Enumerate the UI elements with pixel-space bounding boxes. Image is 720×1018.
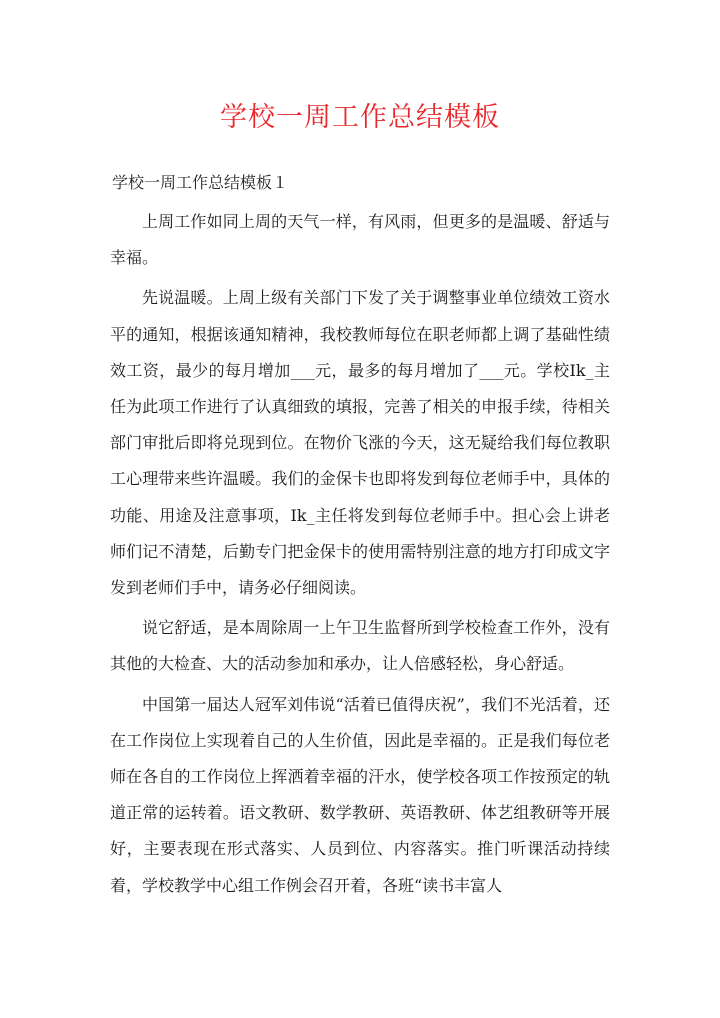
paragraph: 中国第一届达人冠军刘伟说“活着已值得庆祝”，我们不光活着，还在工作岗位上实现着自己的人生价值，因此是幸福的。正是我们每位老师在各自的工作岗位上挥洒着幸福的汗水，使学校各项工作按预定的轨道正常的运转着。语文教研、数学教研、英语教研、体艺组教研等开展好，主要表现在形式落实、人员到位、内容落实。推门听课活动持续着，学校教学中心组工作例会召开着，各班“读书丰富人 (110, 694, 610, 895)
document-title: 学校一周工作总结模板 (220, 102, 500, 133)
paragraph: 上周工作如同上周的天气一样，有风雨，但更多的是温暖、舒适与幸福。 (110, 212, 610, 268)
paragraph: 先说温暖。上周上级有关部门下发了关于调整事业单位绩效工资水平的通知，根据该通知精神，我校教师每位在职老师都上调了基础性绩效工资，最少的每月增加___元，最多的每月增加了___元。学校Ik_主任为此项工作进行了认真细致的填报，完善了相关的申报手续，待相关部门审批后即将兑现到位。在物价飞涨的今天，这无疑给我们每位教职工心理带来些许温暖。我们的金保卡也即将发到每位老师手中，具体的功能、用途及注意事项，Ik_主任将发到每位老师手中。担心会上讲老师们记不清楚，后勤专门把金保卡的使用需特别注意的地方打印成文字发到老师们手中，请务必仔细阅读。 (110, 288, 610, 598)
paragraph: 说它舒适，是本周除周一上午卫生监督所到学校检查工作外，没有其他的大检查、大的活动参加和承办，让人倍感轻松，身心舒适。 (110, 618, 610, 674)
document-subtitle: 学校一周工作总结模板１ (112, 173, 289, 192)
document-body (110, 204, 610, 908)
